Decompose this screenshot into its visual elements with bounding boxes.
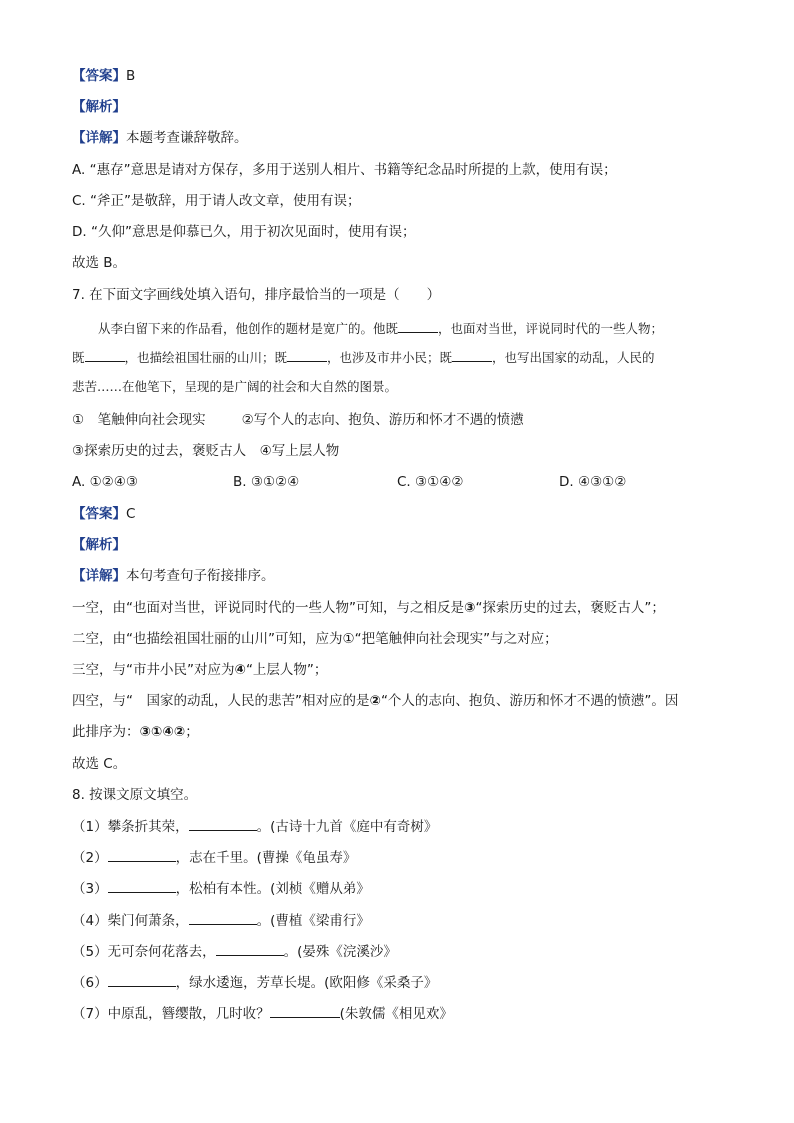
q7-passage-line-1: 从李白留下来的作品看，他创作的题材是宽广的。他既 ，也面对当世，评说同时代的一些人物； (98, 318, 734, 339)
answer-blank[interactable] (189, 816, 257, 831)
fill-blank (398, 318, 438, 333)
answer-value: B (126, 68, 136, 84)
answer-tag: 【答案】 (72, 68, 126, 84)
q7-answer-line (72, 504, 734, 524)
q7-stem: 7. 在下面文字画线处填入语句，排序最恰当的一项是（ ） (72, 287, 441, 303)
detail-text: 本题考查谦辞敬辞。 (126, 130, 248, 146)
answer-blank[interactable] (270, 1003, 340, 1018)
q7-explanation-1: 一空，由“也面对当世，评说同时代的一些人物”可知，与之相反是③“探索历史的过去，褒贬古人”； (72, 600, 665, 616)
q7-conclusion: 故选 C。 (72, 756, 127, 772)
q7-items-line-2: ③探索历史的过去，褒贬古人 ④写上层人物 (72, 443, 340, 459)
q7-analysis-tag: 【解析】 (72, 537, 126, 553)
fill-blank (452, 347, 492, 362)
option-b[interactable]: B. ③①②④ (233, 474, 300, 490)
answer-blank[interactable] (108, 847, 176, 862)
answer-blank[interactable] (216, 941, 284, 956)
q8-item-1: （1）攀条折其荣， 。(古诗十九首《庭中有奇树》 (72, 816, 734, 837)
answer-tag: 【答案】 (72, 506, 126, 522)
q7-explanation-3: 三空，与“市井小民”对应为④“上层人物”； (72, 662, 328, 678)
answer-value: C (126, 506, 136, 522)
q7-explanation-4: 四空，与“ 国家的动乱，人民的悲苦”相对应的是②“个人的志向、抱负、游历和怀才不遇的愤懑”。因 (72, 693, 679, 709)
q6-analysis-tag: 【解析】 (72, 99, 126, 115)
answer-blank[interactable] (108, 878, 176, 893)
q7-detail-line (72, 566, 734, 586)
q7-passage-line-2: 既 ，也描绘祖国壮丽的山川；既 ，也涉及市井小民；既 ，也写出国家的动乱，人民的 (72, 347, 734, 368)
q8-item-3: （3） ，松柏有本性。(刘桢《赠从弟》 (72, 878, 734, 899)
q7-explanation-5: 此排序为：③①④②； (72, 724, 199, 740)
q6-conclusion: 故选 B。 (72, 255, 127, 271)
detail-tag: 【详解】 (72, 568, 126, 584)
detail-tag: 【详解】 (72, 130, 126, 146)
q8-item-4: （4）柴门何萧条， 。(曹植《梁甫行》 (72, 910, 734, 931)
answer-blank[interactable] (108, 972, 176, 987)
q6-detail-line (72, 128, 734, 148)
q6-answer-line (72, 66, 734, 86)
q8-item-2: （2） ，志在千里。(曹操《龟虽寿》 (72, 847, 734, 868)
q6-explanation-a: A. “惠存”意思是请对方保存，多用于送别人相片、书籍等纪念品时所提的上款，使用有误； (72, 162, 617, 178)
q8-item-5: （5）无可奈何花落去， 。(晏殊《浣溪沙》 (72, 941, 734, 962)
option-d[interactable]: D. ④③①② (559, 474, 627, 490)
answer-blank[interactable] (189, 910, 257, 925)
fill-blank (85, 347, 125, 362)
option-c[interactable]: C. ③①④② (397, 474, 464, 490)
q8-item-7: （7）中原乱，簪缨散，几时收？ (朱敦儒《相见欢》 (72, 1003, 734, 1024)
q7-items-line-1: ① 笔触伸向社会现实 ②写个人的志向、抱负、游历和怀才不遇的愤懑 (72, 412, 524, 428)
q7-explanation-2: 二空，由“也描绘祖国壮丽的山川”可知，应为①“把笔触伸向社会现实”与之对应； (72, 631, 558, 647)
q6-explanation-c: C. “斧正”是敬辞，用于请人改文章，使用有误； (72, 193, 361, 209)
q8-item-6: （6） ，绿水逶迤，芳草长堤。(欧阳修《采桑子》 (72, 972, 734, 993)
q7-passage-line-3: 悲苦……在他笔下，呈现的是广阔的社会和大自然的图景。 (72, 379, 398, 394)
detail-text: 本句考查句子衔接排序。 (126, 568, 275, 584)
option-a[interactable]: A. ①②④③ (72, 474, 138, 490)
q6-explanation-d: D. “久仰”意思是仰慕已久，用于初次见面时，使用有误； (72, 224, 416, 240)
q8-stem: 8. 按课文原文填空。 (72, 787, 198, 803)
fill-blank (287, 347, 327, 362)
